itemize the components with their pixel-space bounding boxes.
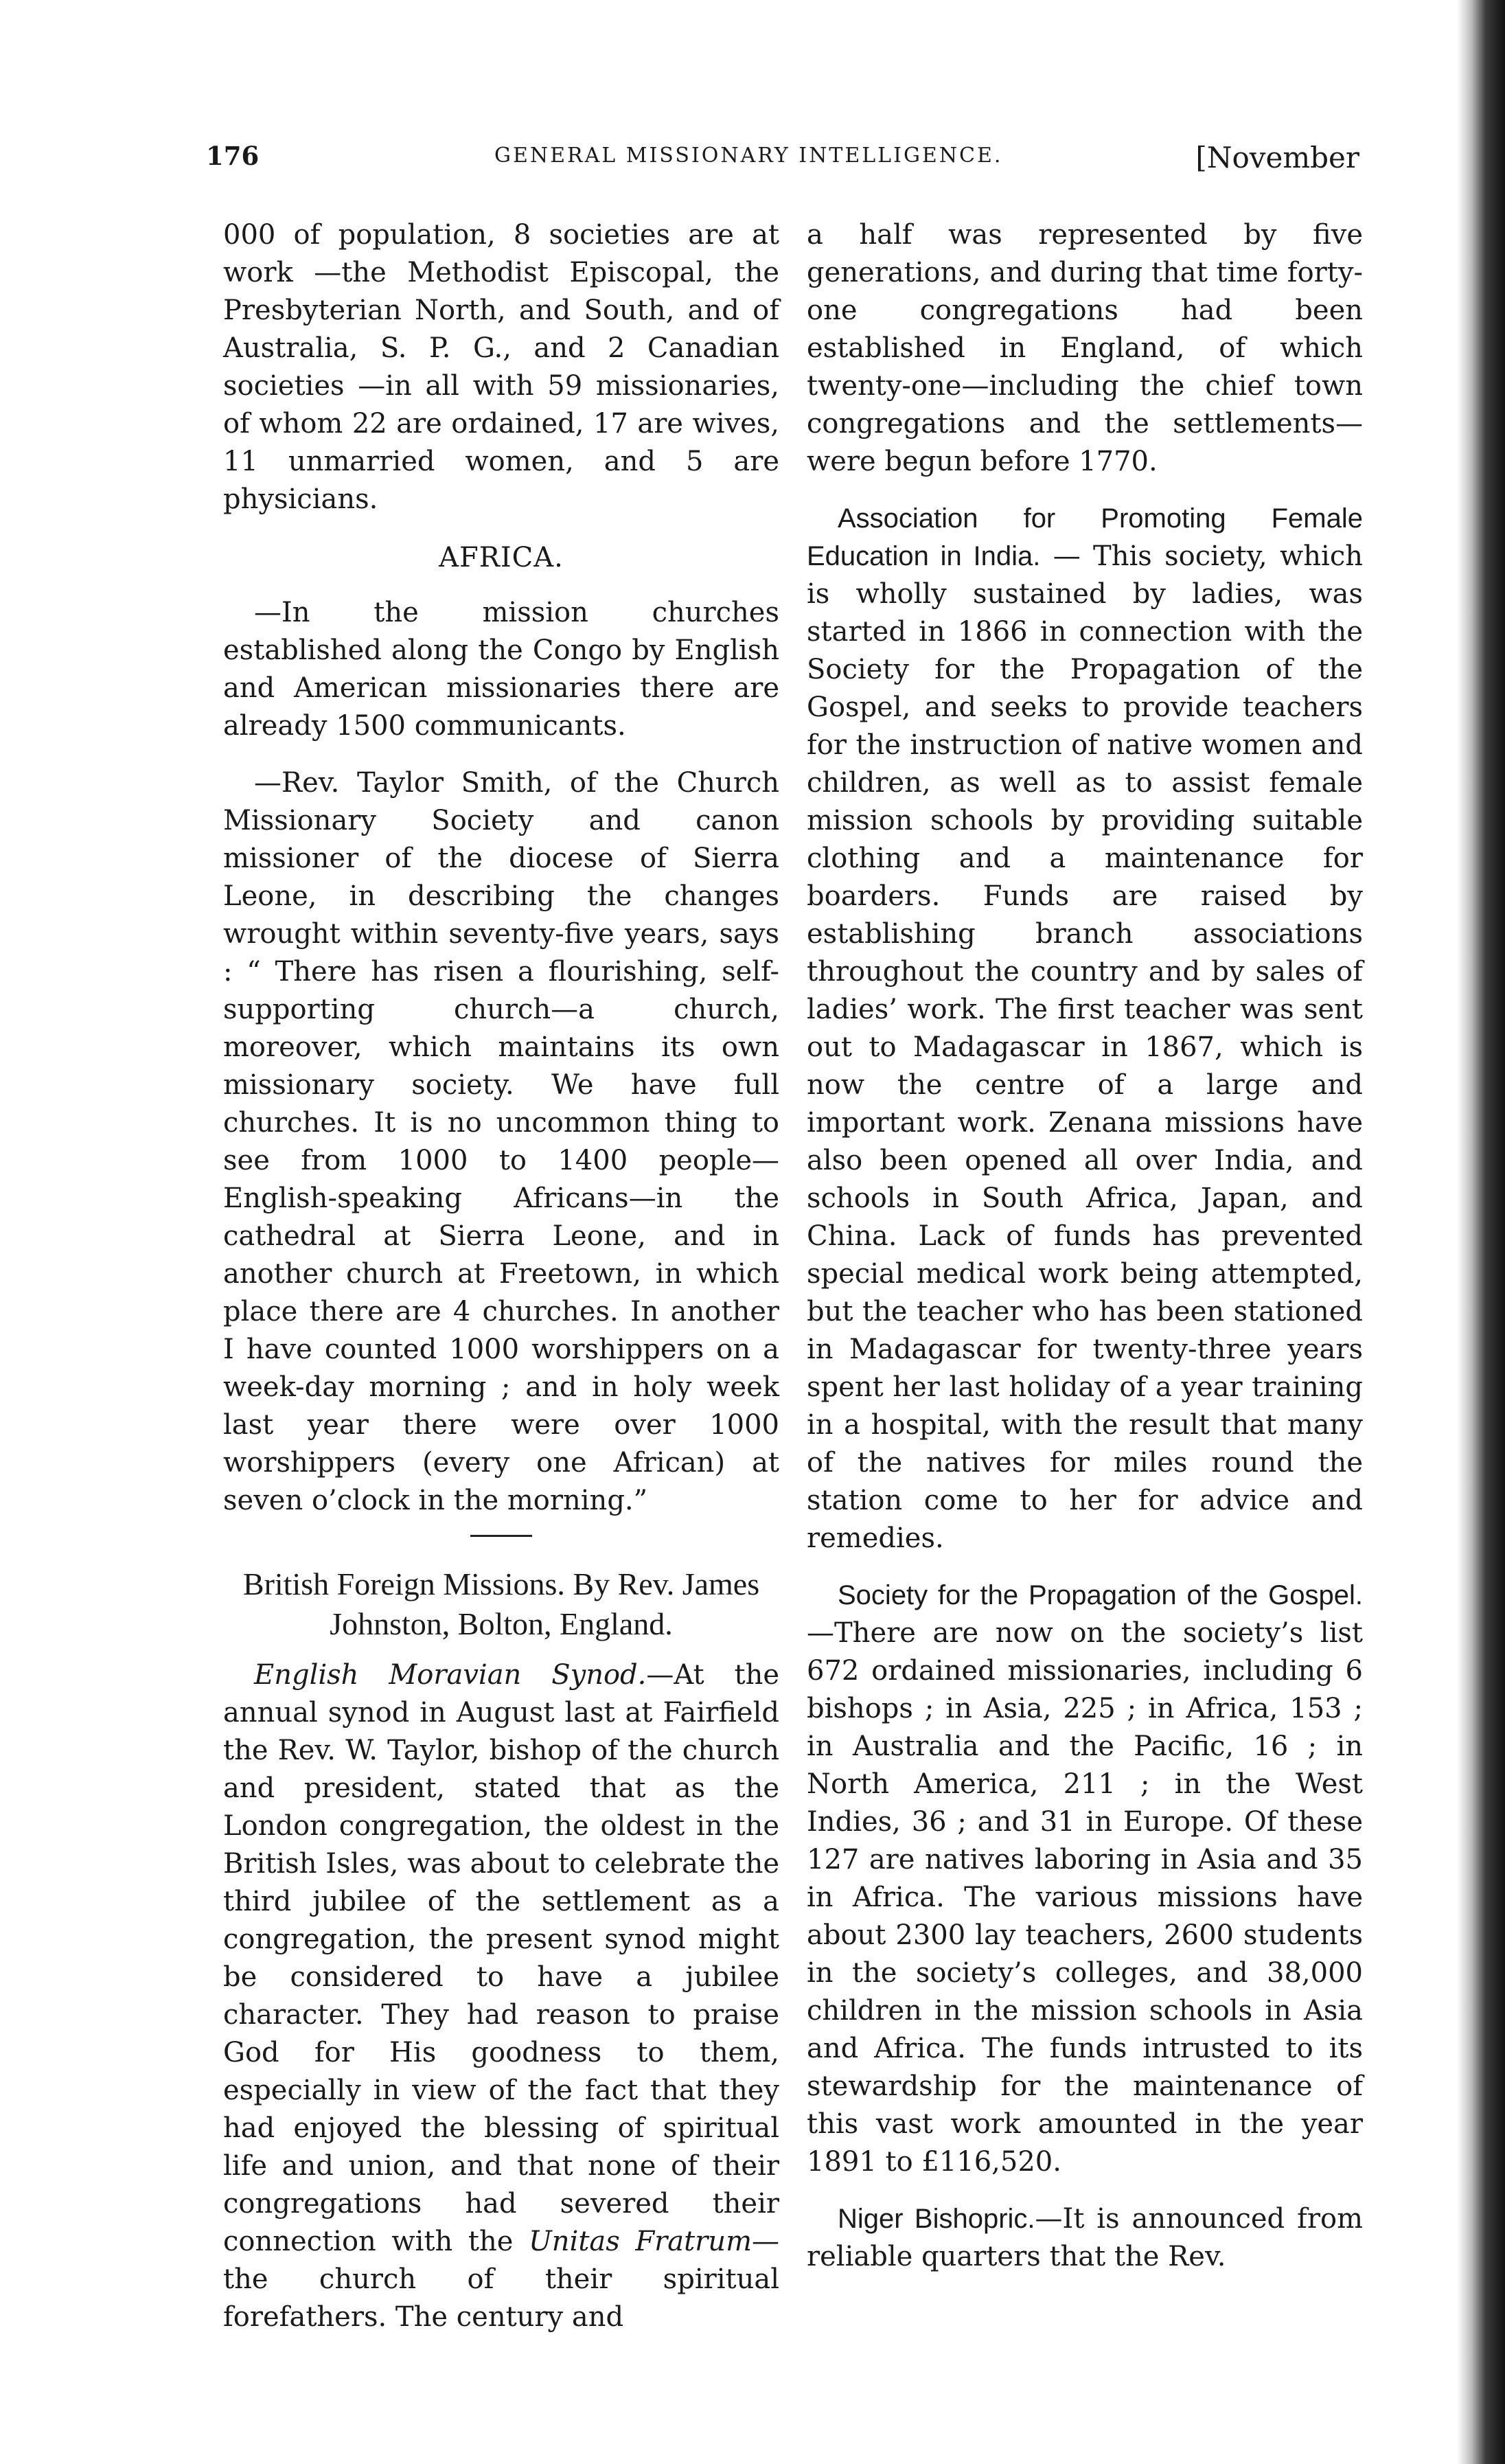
paragraph-body: —It is announced from reliable quarters that the Rev. [807, 2203, 1363, 2272]
paragraph-lead: Niger Bishopric. [838, 2204, 1035, 2234]
paragraph-lead: Society for the Propagation of the Gospel. [838, 1580, 1363, 1610]
paragraph-sierra-leone: —Rev. Taylor Smith, of the Church Missionary Society and canon missioner of the diocese of Sierra Leone, in describing the changes wrought within seventy-five years, says : “ There has risen a flourishing, self-supporting church—a church, moreover, which maintains its own missionary society. We have full churches. It is no uncommon thing to see from 1000 to 1400 people—English-speaking Africans—in the cathedral at Sierra Leone, and in another church at Freetown, in which place there are 4 churches. In another I have counted 1000 worshippers on a week-day morning ; and in holy week last year there were over 1000 worshippers (every one African) at seven o’clock in the morning.” [223, 767, 779, 1516]
paragraph-body: —There are now on the society’s list 672 ordained missionaries, including 6 bishops ; in Asia, 225 ; in Africa, 153 ; in Australia and the Pacific, 16 ; in North America, 211 ; in the West Indies, 36 ; and 31 in Europe. Of these 127 are natives laboring in Asia and 35 in Africa. The various missions have about 2300 lay teachers, 2600 students in the society’s colleges, and 38,000 children in the mission schools in Asia and Africa. The funds intrusted to its stewardship for the maintenance of this vast work amounted in the year 1891 to £116,520. [807, 1617, 1363, 2178]
right-column [807, 216, 1363, 2276]
paragraph-congo: —In the mission churches established along the Congo by English and American missionaries there are already 1500 communicants. [223, 597, 779, 742]
paragraph-moravian-synod [223, 1656, 779, 2336]
section-divider [470, 1535, 532, 1537]
page-edge-shadow [1457, 0, 1505, 2464]
italic-term: Unitas Fratrum [529, 2226, 752, 2257]
paragraph-lead: English Moravian Synod. [254, 1659, 647, 1691]
paragraph-tail: —the church of their spiritual forefathers. The century and [223, 2226, 779, 2333]
paragraph-population: 000 of population, 8 societies are at work —the Methodist Episcopal, the Presbyterian North, and South, and of Australia, S. P. G., and 2 Canadian societies —in all with 59 missionaries, of whom 22 are ordained, 17 are wives, 11 unmarried women, and 5 are physicians. [223, 219, 779, 515]
running-title: GENERAL MISSIONARY INTELLIGENCE. [494, 144, 1003, 168]
paragraph-body: — This society, which is wholly sustained by ladies, was started in 1866 in connection with the Society for the Propagation of the Gospel, and seeks to provide teachers for the instruction of native women and children, as well as to assist female mission schools by providing suitable clothing and a maintenance for boarders. Funds are raised by establishing branch associations throughout the country and by sales of ladies’ work. The first teacher was sent out to Madagascar in 1867, which is now the centre of a large and important work. Zenana missions have also been opened all over India, and schools in South Africa, Japan, and China. Lack of funds has prevented special medical work being attempted, but the teacher who has been stationed in Madagascar for twenty-three years spent her last holiday of a year training in a hospital, with the result that many of the natives for miles round the station come to her for advice and remedies. [807, 540, 1363, 1554]
paragraph-generations: a half was represented by five generations, and during that time forty-one congregations had been established in England, of which twenty-one—including the chief town congregations and the settlements—were begun before 1770. [807, 219, 1363, 477]
paragraph-niger-bishopric [807, 2200, 1363, 2276]
paragraph-body: —At the annual synod in August last at Fairfield the Rev. W. Taylor, bishop of the church and president, stated that as the London congregation, the oldest in the British Isles, was about to celebrate the third jubilee of the settlement as a congregation, the present synod might be considered to have a jubilee character. They had reason to praise God for His goodness to them, especially in view of the fact that they had enjoyed the blessing of spiritual life and union, and that none of their congregations had severed their connection with the [223, 1659, 779, 2257]
page-number: 176 [206, 141, 260, 171]
paragraph-lead: Association for Promoting Female Education in India. [807, 503, 1363, 571]
paragraph-female-education [807, 500, 1363, 1558]
paragraph-propagation-gospel [807, 1577, 1363, 2181]
issue-month: [November [1195, 141, 1359, 174]
section-heading-africa: AFRICA. [439, 542, 564, 573]
running-header [206, 141, 1359, 182]
article-title: British Foreign Missions. By Rev. James Johnston, Bolton, England. [242, 1566, 760, 1641]
left-column [223, 216, 779, 2336]
